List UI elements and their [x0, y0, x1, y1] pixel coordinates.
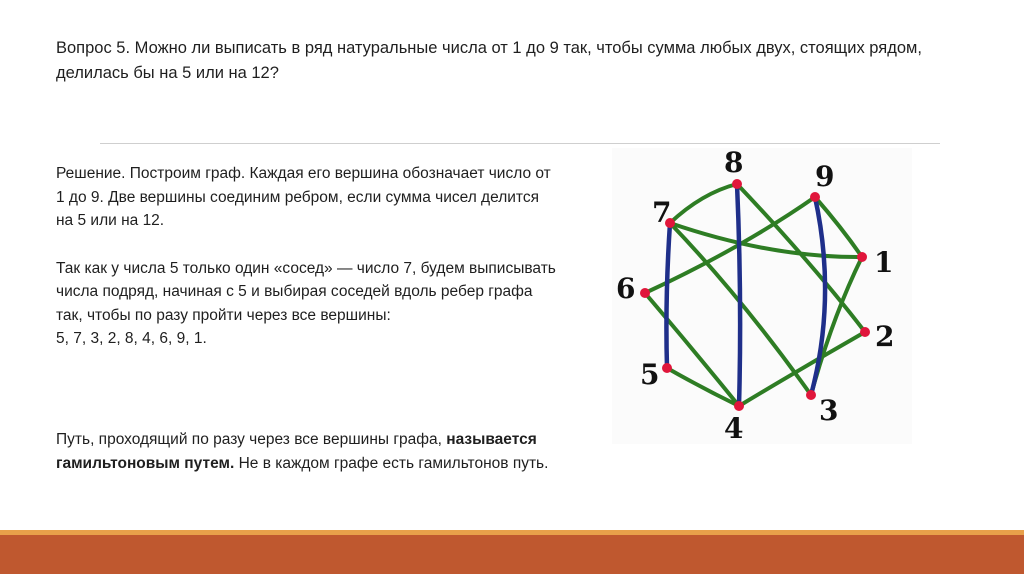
- vertex-label-4: 4: [724, 412, 744, 444]
- hamiltonian-sequence: 5, 7, 3, 2, 8, 4, 6, 9, 1.: [56, 330, 207, 347]
- vertex-label-7: 7: [652, 196, 672, 229]
- graph-svg: [612, 148, 912, 444]
- vertex-8: [732, 179, 742, 189]
- vertex-label-1: 1: [874, 246, 894, 279]
- vertex-label-8: 8: [724, 148, 744, 179]
- vertex-6: [640, 288, 650, 298]
- accent-bar: [0, 535, 1024, 574]
- vertex-4: [734, 401, 744, 411]
- definition-part-2: Не в каждом графе есть гамильтонов путь.: [234, 455, 549, 472]
- solution-paragraph-1: Решение. Построим граф. Каждая его вершина обозначает число от 1 до 9. Две вершины соединим ребром, если сумма чисел делится на 5 или на 12.: [56, 165, 551, 229]
- vertex-label-2: 2: [875, 320, 895, 353]
- path-edge-5-7: [666, 223, 670, 368]
- definition-part-1: Путь, проходящий по разу через все вершины графа,: [56, 431, 447, 448]
- solution-block: [56, 162, 556, 351]
- divider: [100, 143, 940, 144]
- solution-paragraph-2: Так как у числа 5 только один «сосед» — число 7, будем выписывать числа подряд, начиная с 5 и выбирая соседей вдоль ребер графа так, чтобы по разу пройти через все вершины:: [56, 259, 556, 324]
- vertex-label-9: 9: [815, 160, 835, 193]
- edge-2-4: [739, 332, 865, 406]
- vertex-3: [806, 390, 816, 400]
- graph-figure: [612, 148, 912, 444]
- question-text: Вопрос 5. Можно ли выписать в ряд натуральные числа от 1 до 9 так, чтобы сумма любых двух, стоящих рядом, делилась бы на 5 или на 12?: [56, 39, 922, 82]
- edge-8-7: [670, 184, 737, 223]
- vertex-label-5: 5: [640, 358, 660, 391]
- definition-bold: называется гамильтоновым путем.: [56, 431, 537, 472]
- vertex-label-3: 3: [819, 394, 839, 427]
- path-edge-8-4: [737, 184, 740, 406]
- vertex-1: [857, 252, 867, 262]
- hamiltonian-definition: [56, 428, 616, 476]
- vertex-9: [810, 192, 820, 202]
- edge-5-4: [667, 368, 739, 406]
- vertex-label-6: 6: [616, 272, 636, 305]
- path-edge-9-3: [811, 197, 825, 395]
- vertex-5: [662, 363, 672, 373]
- vertex-2: [860, 327, 870, 337]
